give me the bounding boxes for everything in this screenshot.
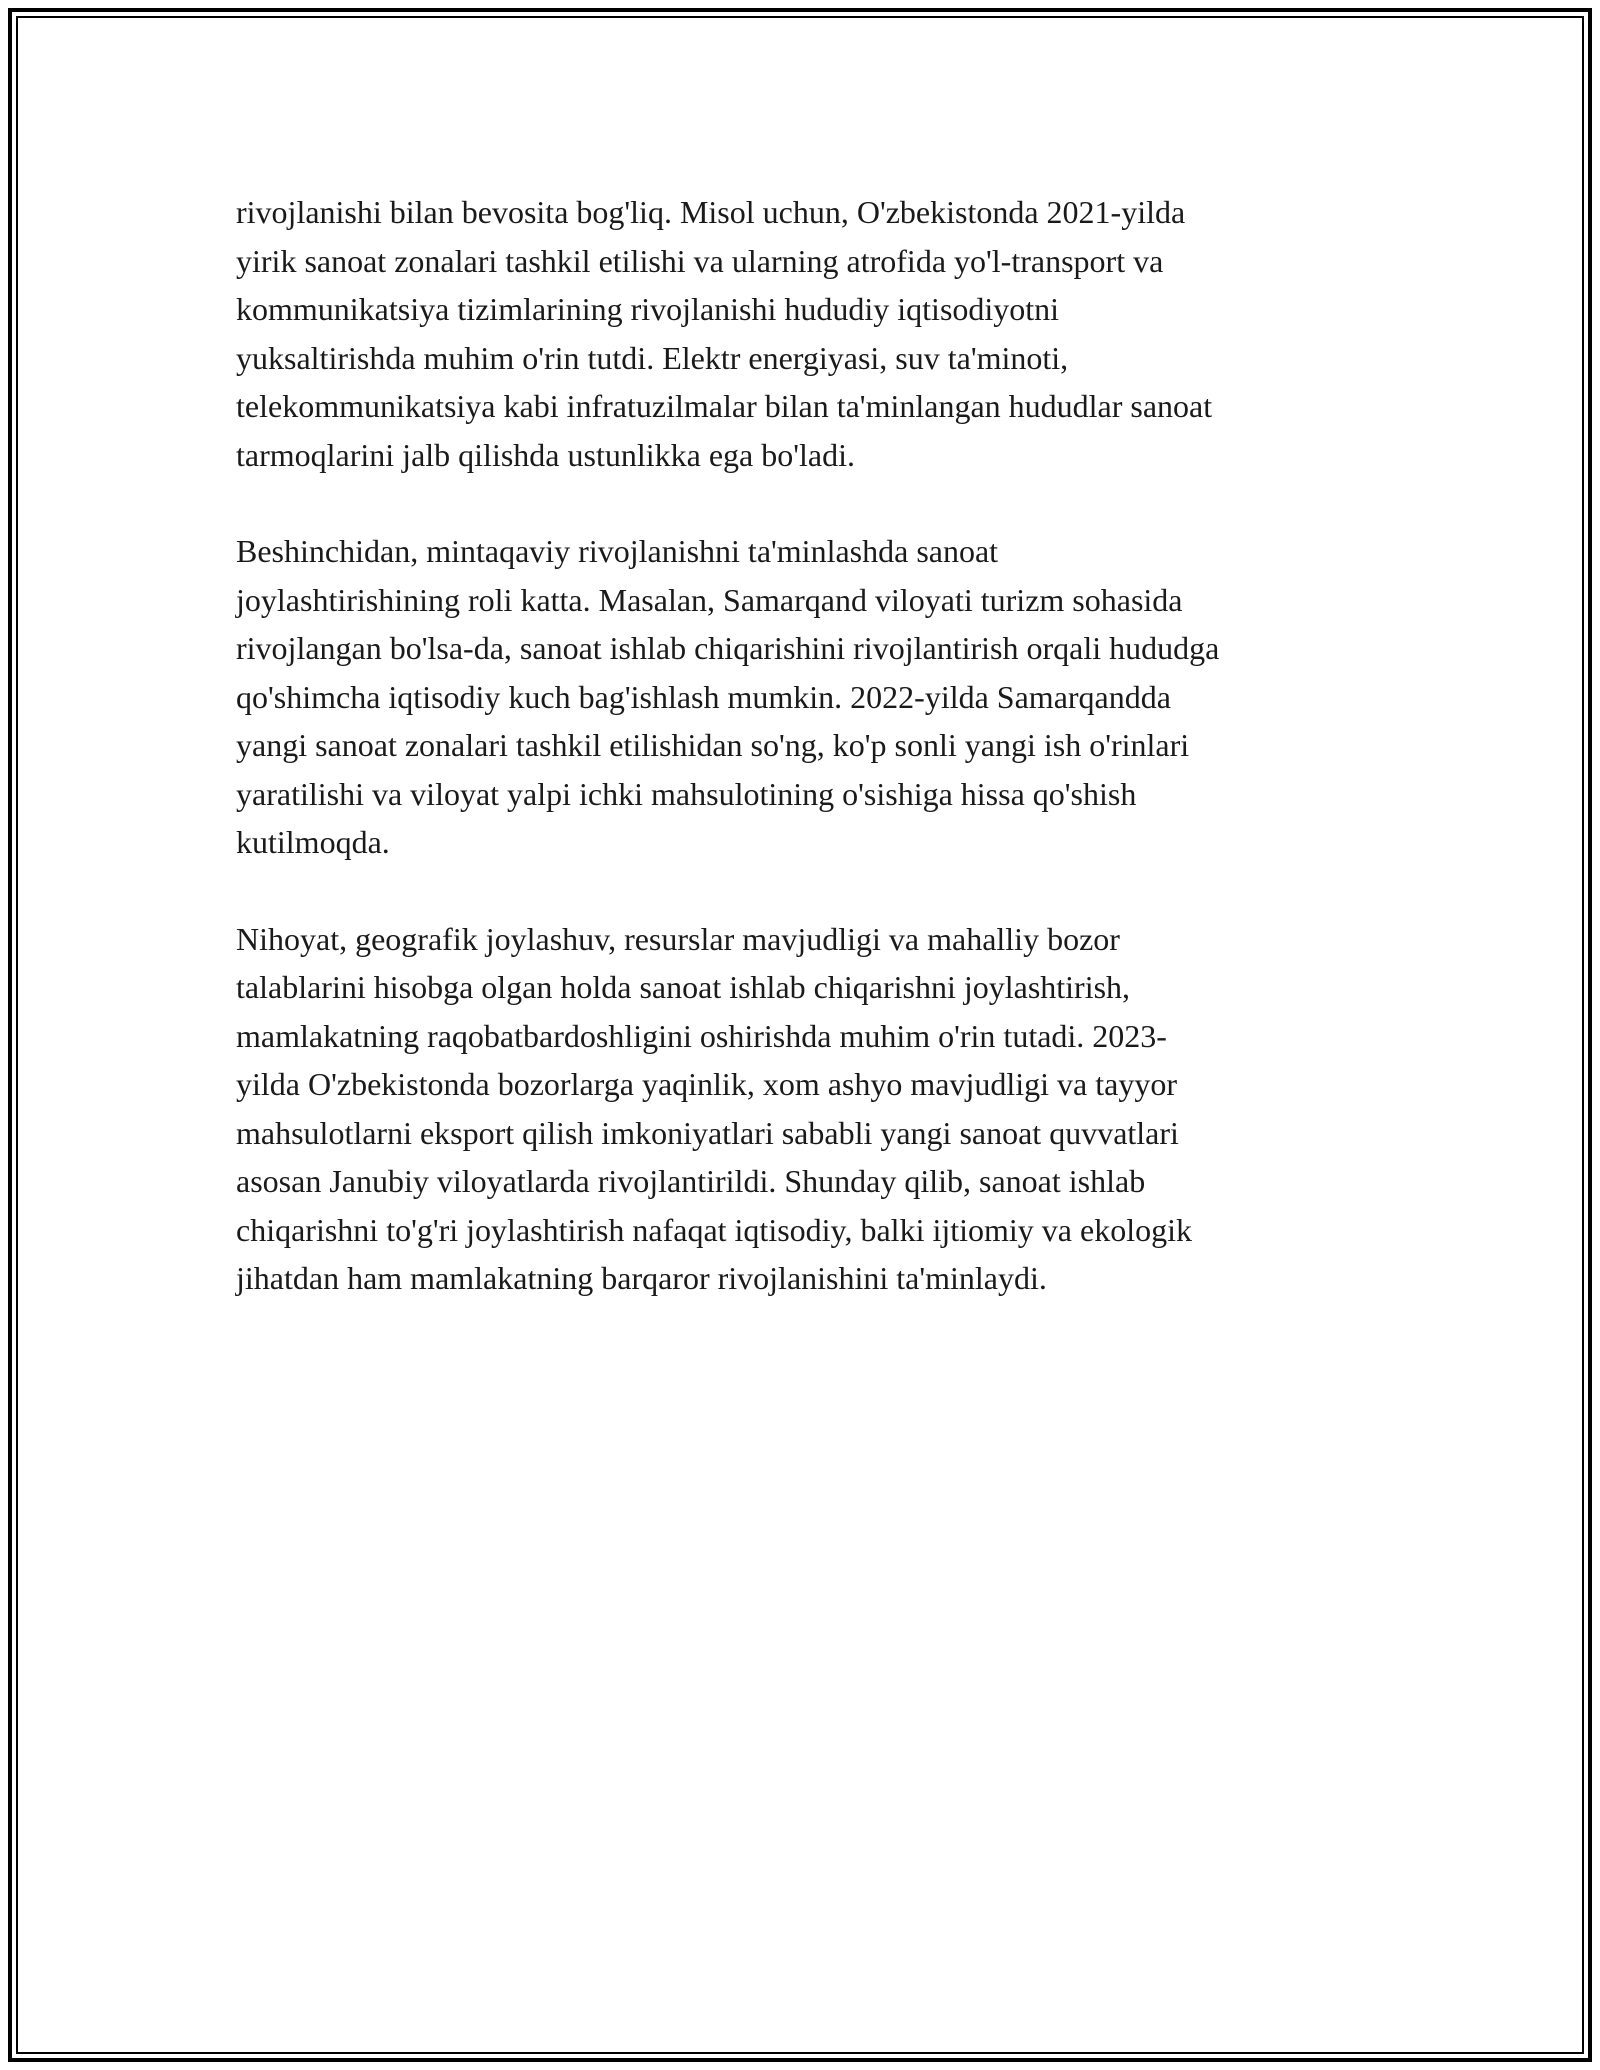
paragraph-3: Nihoyat, geografik joylashuv, resurslar mavjudligi va mahalliy bozor talablarini hisobga olgan holda sanoat ishlab chiqarishni joylashtirish, mamlakatning raqobatbardoshligini oshirishda muhim o'rin tutadi. 2023- yilda O'zbekistonda bozorlarga yaqinlik, xom ashyo mavjudligi va tayyor mahsulotlarni eksport qilish imkoniyatlari sababli yangi sanoat quvvatlari asosan Janubiy viloyatlarda rivojlantirildi. Shunday qilib, sanoat ishlab chiqarishni to'g'ri joylashtirish nafaqat iqtisodiy, balki ijtiomiy va ekologik jihatdan ham mamlakatning barqaror rivojlanishini ta'minlaydi.: [236, 920, 1192, 1296]
document-body: [236, 188, 1386, 1351]
paragraph-2: Beshinchidan, mintaqaviy rivojlanishni ta'minlashda sanoat joylashtirishining roli katta. Masalan, Samarqand viloyati turizm sohasida rivojlangan bo'lsa-da, sanoat ishlab chiqarishini rivojlantirish orqali hududga qo'shimcha iqtisodiy kuch bag'ishlash mumkin. 2022-yilda Samarqandda yangi sanoat zonalari tashkil etilishidan so'ng, ko'p sonli yangi ish o'rinlari yaratilishi va viloyat yalpi ichki mahsulotining o'sishiga hissa qo'shish kutilmoqda.: [236, 533, 1220, 860]
paragraph-1: rivojlanishi bilan bevosita bog'liq. Misol uchun, O'zbekistonda 2021-yilda yirik sanoat zonalari tashkil etilishi va ularning atrofida yo'l-transport va kommunikatsiya tizimlarining rivojlanishi hududiy iqtisodiyotni yuksaltirishda muhim o'rin tutdi. Elektr energiyasi, suv ta'minoti, telekommunikatsiya kabi infratuzilmalar bilan ta'minlangan hududlar sanoat tarmoqlarini jalb qilishda ustunlikka ega bo'ladi.: [236, 194, 1213, 473]
